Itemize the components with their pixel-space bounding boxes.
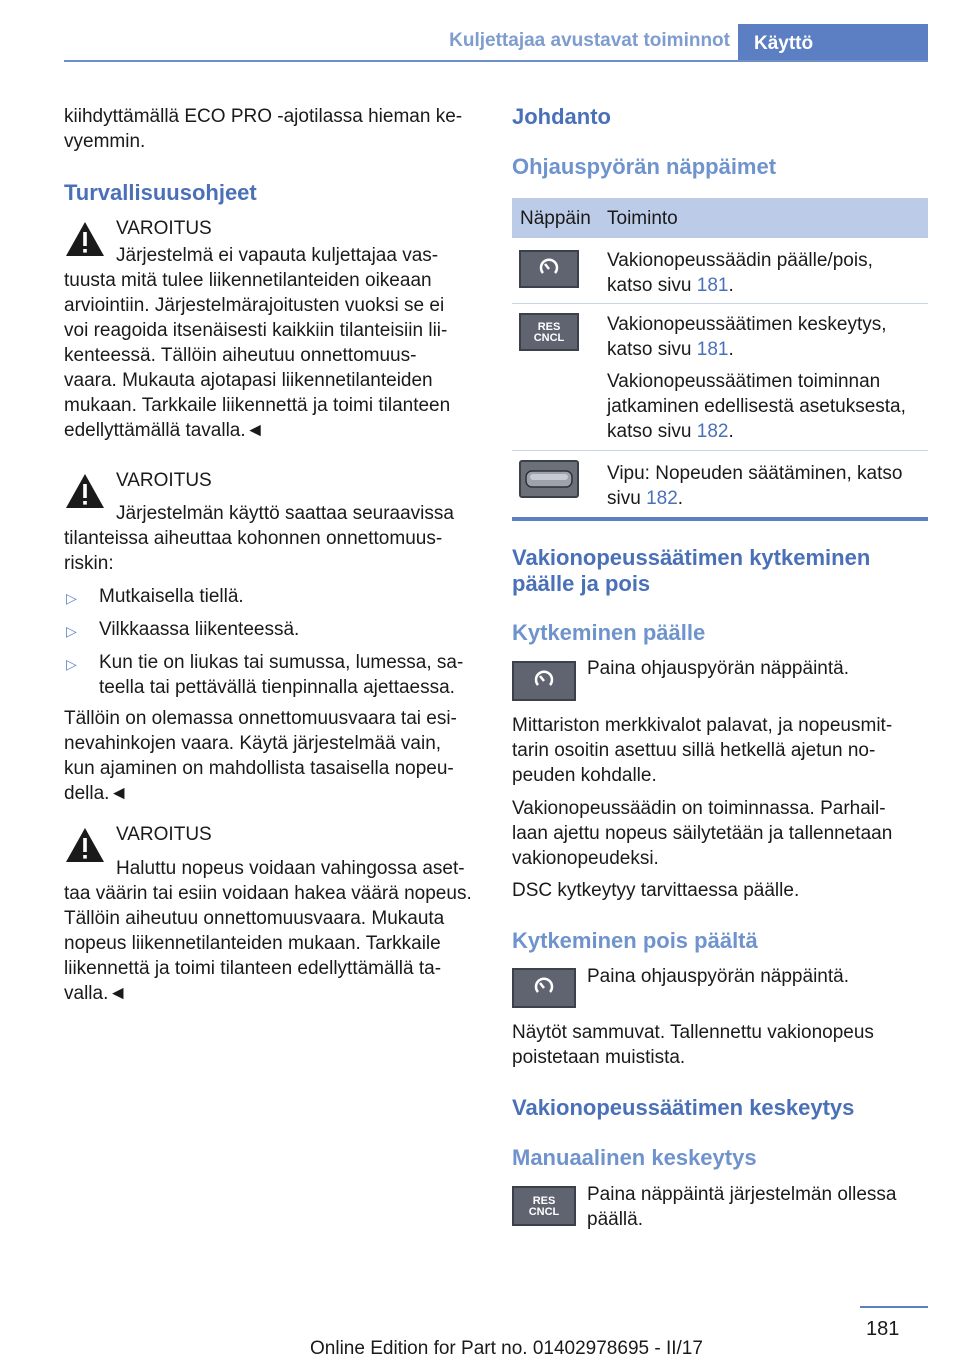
page-link[interactable]: 182 [646, 488, 678, 509]
text-span: . [677, 488, 684, 509]
text-line: Tällöin aiheutuu onnettomuusvaara. Mukauta [64, 908, 445, 929]
manual-heading: Manuaalinen keskeytys [512, 1145, 757, 1170]
text-line: riskin: [64, 553, 114, 574]
text-line: tarin osoitin asettuu sillä hetkellä ajetun no- [512, 740, 876, 761]
warning-3-body [64, 881, 472, 1006]
footer-edition: Online Edition for Part no. 01402978695 - II/17 [310, 1338, 703, 1359]
text-line [607, 337, 906, 362]
heading-line: päälle ja pois [512, 571, 651, 596]
text-line: voi reagoida itsenäisesti kaikkiin tilanteisiin lii- [64, 320, 448, 341]
text-line: Mittariston merkkivalot palavat, ja nopeusmit- [512, 715, 893, 736]
text-line: jatkaminen edellisestä asetuksesta, [607, 396, 906, 417]
text-line: Paina näppäintä järjestelmän ollessa [587, 1184, 897, 1205]
text-line: laan ajettu nopeus säilytetään ja tallennetaan [512, 823, 893, 844]
text-line: vyemmin. [64, 131, 146, 152]
page-number: 181 [866, 1318, 900, 1340]
text-line: edellyttämällä tavalla.◄ [64, 420, 265, 441]
text-line: poistetaan muistista. [512, 1047, 686, 1068]
warning-triangle-icon [64, 220, 106, 258]
warning-2-body [64, 526, 442, 576]
on-heading: Kytkeminen päälle [512, 620, 706, 645]
text-line: Vakionopeussäädin on toiminnassa. Parhail- [512, 798, 886, 819]
cruise-control-key-icon [519, 250, 579, 288]
warning-triangle-icon [64, 472, 106, 510]
table-cell-function [607, 248, 873, 298]
text-line: Järjestelmä ei vapauta kuljettajaa vas- [116, 245, 439, 266]
onoff-heading [512, 545, 870, 597]
text-span: . [728, 421, 734, 442]
table-cell-function [607, 312, 906, 444]
table-header [512, 198, 928, 238]
text-line [607, 486, 902, 511]
text-line: Vakionopeussäätimen toiminnan [607, 371, 881, 392]
text-span: sivu [607, 488, 647, 509]
on-action: Paina ohjauspyörän näppäintä. [587, 658, 849, 679]
lever-shape [521, 462, 577, 496]
text-line: vakionopeudeksi. [512, 848, 659, 869]
buttons-heading: Ohjauspyörän näppäimet [512, 154, 777, 179]
text-line: Vakionopeussäädin päälle/pois, [607, 250, 873, 271]
text-line: tilanteissa aiheuttaa kohonnen onnettomuus- [64, 528, 443, 549]
page-link[interactable]: 181 [696, 275, 729, 296]
warning-title: VAROITUS [116, 824, 212, 845]
res-cncl-key-icon [512, 1186, 576, 1226]
text-line: päällä. [587, 1209, 643, 1230]
speedometer-icon [521, 252, 577, 286]
table-row-divider [512, 303, 928, 304]
text-line: kenteessä. Tällöin aiheutuu onnettomuus- [64, 345, 417, 366]
cruise-control-key-icon [512, 661, 576, 701]
key-label-line: CNCL [528, 1206, 560, 1218]
header-tab [738, 24, 928, 62]
text-line: Näytöt sammuvat. Tallennettu vakionopeus [512, 1022, 874, 1043]
text-line: mukaan. Tarkkaile liikennettä ja toimi tilanteen [64, 395, 451, 416]
key-label [521, 322, 577, 344]
warning-triangle-icon [64, 826, 106, 864]
key-label-line: CNCL [533, 332, 565, 344]
table-row-divider [512, 450, 928, 451]
table-bottom-rule [512, 517, 928, 521]
header-divider [64, 60, 928, 62]
list-item-text: Vilkkaassa liikenteessä. [99, 619, 300, 640]
text-line: taa väärin tai esiin voidaan hakea väärä nopeus. [64, 883, 472, 904]
cruise-control-key-icon [512, 968, 576, 1008]
bullet-icon: ▷ [66, 590, 77, 606]
list-item-text: Mutkaisella tiellä. [99, 586, 244, 607]
off-action: Paina ohjauspyörän näppäintä. [587, 966, 849, 987]
footer-rule [860, 1306, 928, 1308]
lever-icon [519, 460, 579, 498]
text-line: valla.◄ [64, 983, 128, 1004]
text-line: della.◄ [64, 783, 129, 804]
off-text [512, 1020, 874, 1070]
manual-action [587, 1182, 896, 1232]
table-cell-function [607, 461, 902, 511]
page-link[interactable]: 182 [696, 421, 729, 442]
key-label-line: RES [537, 321, 561, 333]
warning-1-body [64, 268, 484, 443]
bullet-icon: ▷ [66, 623, 77, 639]
text-line: kiihdyttämällä ECO PRO -ajotilassa hieman ke- [64, 106, 463, 127]
text-span: katso sivu [607, 339, 697, 360]
text-line: Tällöin on olemassa onnettomuusvaara tai esi- [64, 708, 457, 729]
text-span: . [728, 275, 734, 296]
intro-heading: Johdanto [512, 104, 611, 129]
text-line: peuden kohdalle. [512, 765, 657, 786]
page-link[interactable]: 181 [696, 339, 729, 360]
text-line: Vakionopeussäätimen keskeytys, [607, 314, 887, 335]
heading-line: Vakionopeussäätimen kytkeminen [512, 545, 871, 570]
warning-2-after [64, 706, 457, 806]
text-line: Haluttu nopeus voidaan vahingossa aset- [116, 858, 465, 879]
text-span: katso sivu [607, 421, 697, 442]
text-line: vaara. Mukauta ajotapasi liikennetilanteiden [64, 370, 433, 391]
header-section-title: Kuljettajaa avustavat toiminnot [449, 30, 730, 51]
on-text-1 [512, 713, 892, 788]
on-text-3: DSC kytkeytyy tarvittaessa päälle. [512, 880, 800, 901]
on-text-2 [512, 796, 892, 871]
column-header: Toiminto [607, 208, 678, 229]
warning-title: VAROITUS [116, 218, 212, 239]
key-label-line: RES [532, 1195, 556, 1207]
text-span: katso sivu [607, 275, 697, 296]
text-line [607, 273, 873, 298]
intro-text [64, 104, 462, 154]
list-item-text: teella tai pettävällä tienpinnalla ajettaessa. [99, 677, 455, 698]
header-tab-label: Käyttö [754, 33, 814, 54]
speedometer-icon [514, 663, 574, 699]
text-span: . [728, 339, 734, 360]
res-cncl-key-icon [519, 313, 579, 351]
text-line: tuusta mitä tulee liikennetilanteiden oikeaan [64, 270, 432, 291]
column-header: Näppäin [520, 208, 591, 229]
text-line: Vipu: Nopeuden säätäminen, katso [607, 463, 903, 484]
text-line: Järjestelmän käyttö saattaa seuraavissa [116, 503, 454, 524]
text-line: arviointiin. Järjestelmärajoitusten vuoksi se ei [64, 295, 445, 316]
text-line: nevahinkojen vaara. Käytä järjestelmää vain, [64, 733, 442, 754]
speedometer-icon [514, 970, 574, 1006]
text-line: kun ajaminen on mahdollista tasaisella nopeu- [64, 758, 454, 779]
key-label [514, 1196, 574, 1218]
bullet-icon: ▷ [66, 656, 77, 672]
text-line: liikennettä ja toimi tilanteen edellyttämällä ta- [64, 958, 442, 979]
warning-title: VAROITUS [116, 470, 212, 491]
interrupt-heading: Vakionopeussäätimen keskeytys [512, 1095, 855, 1120]
text-line: nopeus liikennetilanteiden mukaan. Tarkkaile [64, 933, 441, 954]
safety-heading: Turvallisuusohjeet [64, 180, 257, 205]
text-line [607, 419, 906, 444]
list-item-text: Kun tie on liukas tai sumussa, lumessa, sa- [99, 652, 464, 673]
off-heading: Kytkeminen pois päältä [512, 928, 758, 953]
